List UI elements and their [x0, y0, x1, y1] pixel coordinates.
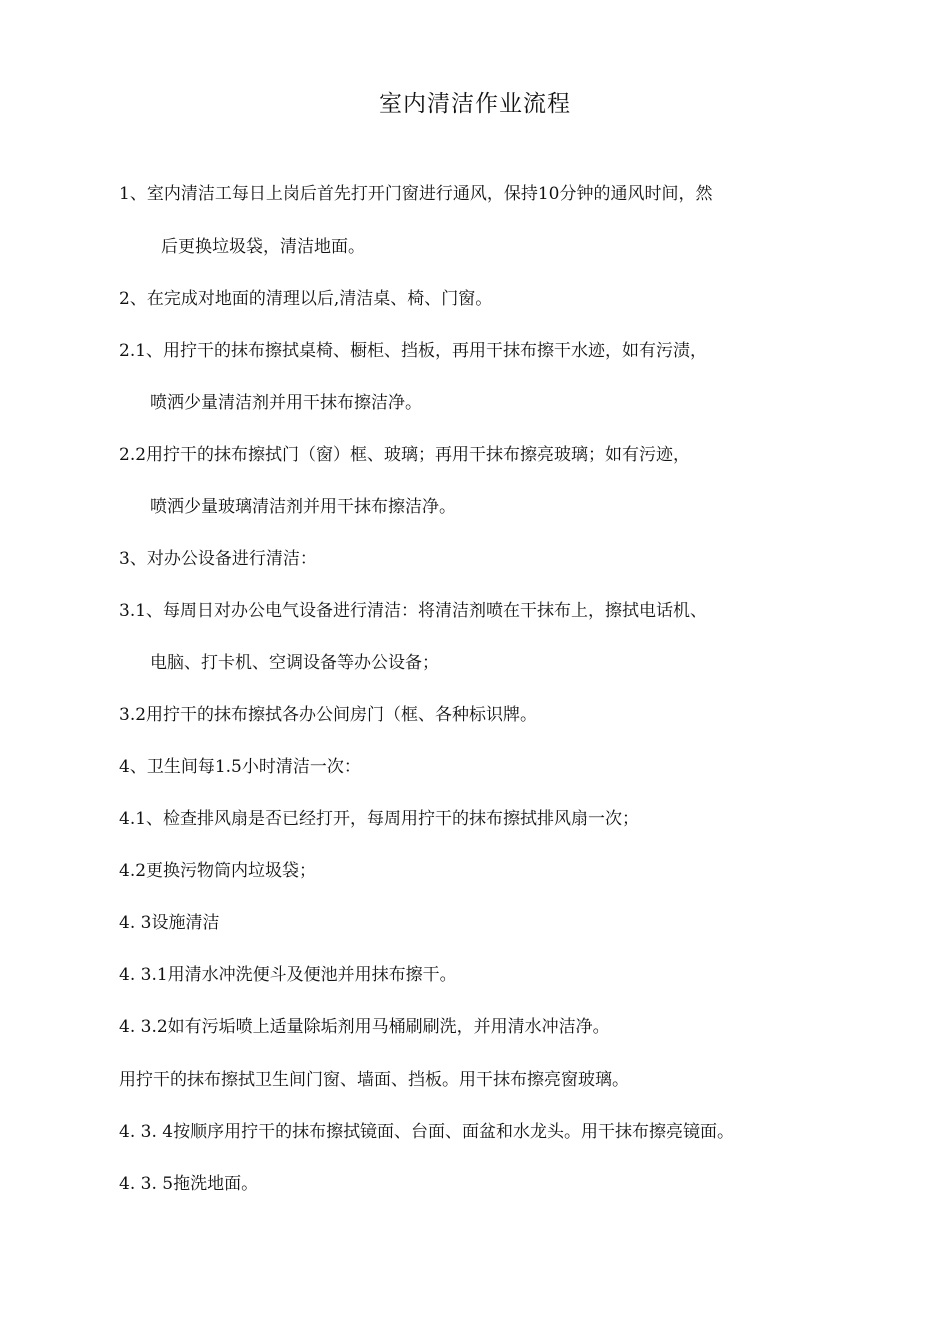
- paragraph-line: 3、对办公设备进行清洁：: [119, 549, 317, 569]
- paragraph-line: 喷洒少量清洁剂并用干抹布擦洁净。: [150, 393, 422, 413]
- paragraph-line: 3.1、每周日对办公电气设备进行清洁：将清洁剂喷在干抹布上，擦拭电话机、: [119, 601, 708, 621]
- paragraph-line: 4. 3. 5拖洗地面。: [119, 1174, 259, 1194]
- paragraph-line: 2.1、用拧干的抹布擦拭桌椅、橱柜、挡板，再用干抹布擦干水迹，如有污渍，: [119, 341, 708, 361]
- paragraph-line: 喷洒少量玻璃清洁剂并用干抹布擦洁净。: [150, 497, 456, 517]
- paragraph-line: 电脑、打卡机、空调设备等办公设备；: [150, 653, 439, 673]
- paragraph-line: 2.2用拧干的抹布擦拭门（窗）框、玻璃；再用干抹布擦亮玻璃；如有污迹，: [119, 445, 691, 465]
- paragraph-line: 4.1、检查排风扇是否已经打开，每周用拧干的抹布擦拭排风扇一次；: [119, 809, 640, 829]
- paragraph-line: 4. 3. 4按顺序用拧干的抹布擦拭镜面、台面、面盆和水龙头。用干抹布擦亮镜面。: [119, 1122, 735, 1142]
- paragraph-line: 2、在完成对地面的清理以后,清洁桌、椅、门窗。: [119, 289, 493, 309]
- paragraph-line: 4. 3.2如有污垢喷上适量除垢剂用马桶刷刷洗，并用清水冲洁净。: [119, 1017, 610, 1037]
- paragraph-line: 用拧干的抹布擦拭卫生间门窗、墙面、挡板。用干抹布擦亮窗玻璃。: [119, 1070, 629, 1090]
- paragraph-line: 4. 3.1用清水冲洗便斗及便池并用抹布擦干。: [119, 965, 457, 985]
- paragraph-line: 3.2用拧干的抹布擦拭各办公间房门（框、各种标识牌。: [119, 705, 538, 725]
- paragraph-line: 4、卫生间每1.5小时清洁一次：: [119, 757, 361, 777]
- paragraph-line: 4.2更换污物筒内垃圾袋；: [119, 861, 317, 881]
- paragraph-line: 4. 3设施清洁: [119, 913, 220, 933]
- paragraph-line: 1、室内清洁工每日上岗后首先打开门窗进行通风，保持10分钟的通风时间，然: [119, 184, 713, 204]
- document-title: 室内清洁作业流程: [379, 91, 571, 117]
- paragraph-line: 后更换垃圾袋，清洁地面。: [161, 237, 365, 257]
